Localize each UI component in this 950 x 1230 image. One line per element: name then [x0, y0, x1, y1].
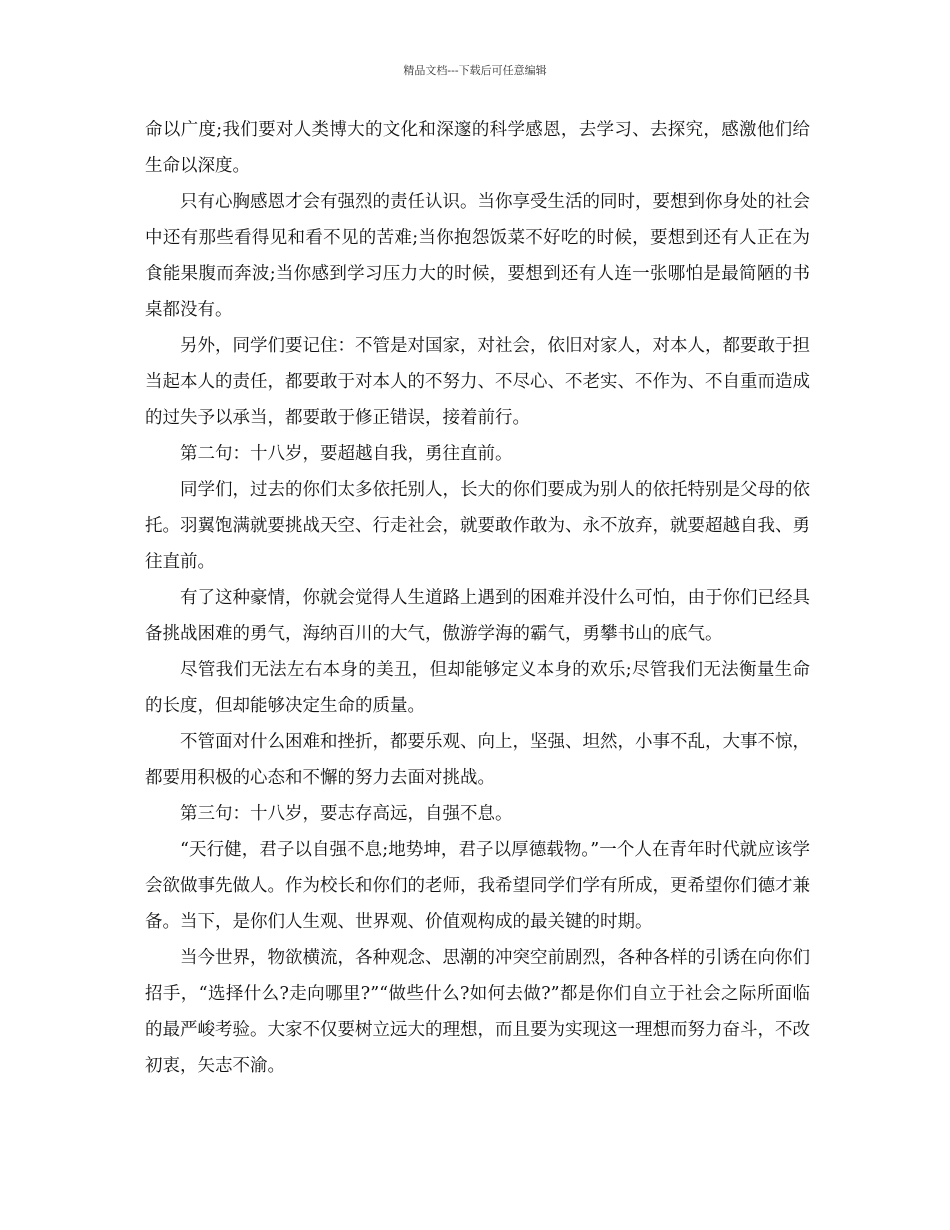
- paragraph-2: 只有心胸感恩才会有强烈的责任认识。当你享受生活的同时，要想到你身处的社会中还有那些看得见和看不见的苦难;当你抱怨饭菜不好吃的时候，要想到还有人正在为食能果腹而奔波;当你感到学习压力大的时候，要想到还有人连一张哪怕是最简陋的书桌都没有。: [145, 192, 810, 320]
- section-heading-2: 第二句：十八岁，要超越自我，勇往直前。: [180, 444, 513, 464]
- document-body: [145, 112, 810, 1084]
- paragraph-10: “天行健，君子以自强不息;地势坤，君子以厚德载物。”一个人在青年时代就应该学会欲做事先做人。作为校长和你们的老师，我希望同学们学有所成，更希望你们德才兼备。当下，是你们人生观、世界观、价值观构成的最关键的时期。: [145, 840, 810, 932]
- paragraph-1: 命以广度;我们要对人类博大的文化和深邃的科学感恩，去学习、去探究，感激他们给生命以深度。: [145, 120, 810, 176]
- page-header: 精品文档---下载后可任意编辑: [403, 64, 547, 77]
- paragraph-5: 同学们，过去的你们太多依托别人，长大的你们要成为别人的依托特别是父母的依托。羽翼饱满就要挑战天空、行走社会，就要敢作敢为、永不放弃，就要超越自我、勇往直前。: [145, 480, 810, 572]
- paragraph-7: 尽管我们无法左右本身的美丑，但却能够定义本身的欢乐;尽管我们无法衡量生命的长度，但却能够决定生命的质量。: [145, 660, 810, 716]
- section-heading-3: 第三句：十八岁，要志存高远，自强不息。: [180, 804, 513, 824]
- paragraph-6: 有了这种豪情，你就会觉得人生道路上遇到的困难并没什么可怕，由于你们已经具备挑战困难的勇气，海纳百川的大气，傲游学海的霸气，勇攀书山的底气。: [145, 588, 810, 644]
- paragraph-3: 另外，同学们要记住：不管是对国家，对社会，依旧对家人，对本人，都要敢于担当起本人的责任，都要敢于对本人的不努力、不尽心、不老实、不作为、不自重而造成的过失予以承当，都要敢于修正错误，接着前行。: [145, 336, 810, 428]
- paragraph-11: 当今世界，物欲横流，各种观念、思潮的冲突空前剧烈，各种各样的引诱在向你们招手，“选择什么?走向哪里?”“做些什么?如何去做?”都是你们自立于社会之际所面临的最严峻考验。大家不仅要树立远大的理想，而且要为实现这一理想而努力奋斗，不改初衷，矢志不渝。: [145, 948, 810, 1076]
- paragraph-8: 不管面对什么困难和挫折，都要乐观、向上，坚强、坦然，小事不乱，大事不惊，都要用积极的心态和不懈的努力去面对挑战。: [145, 732, 810, 788]
